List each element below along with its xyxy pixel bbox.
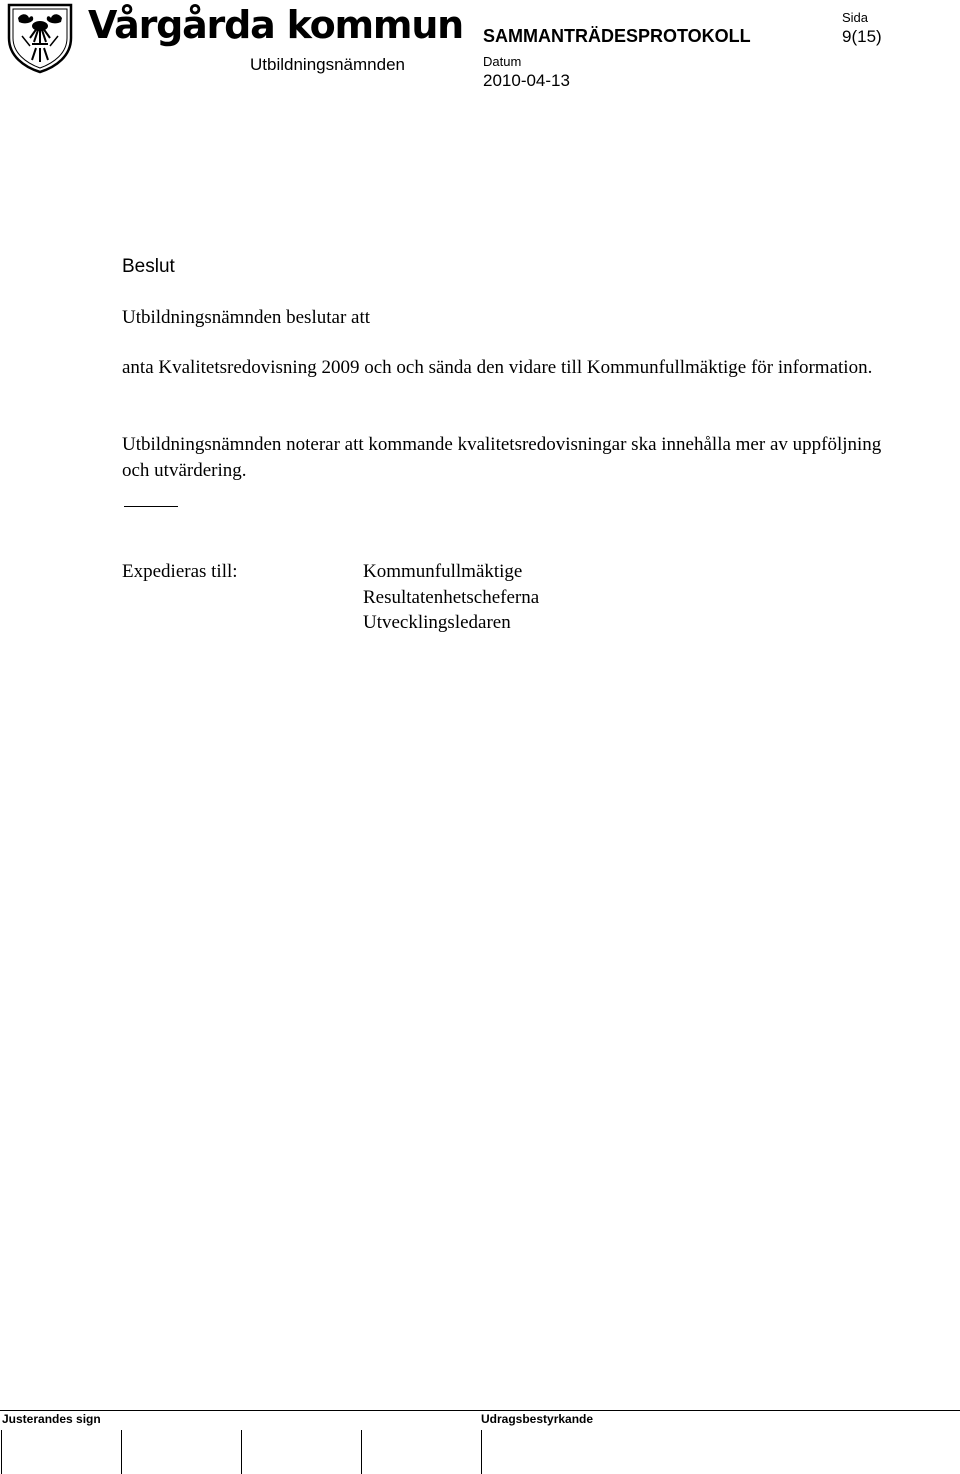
date-label: Datum <box>483 54 522 69</box>
signature-box-divider <box>1 1430 2 1474</box>
document-title: SAMMANTRÄDESPROTOKOLL <box>483 26 751 46</box>
page-label: Sida <box>842 10 869 25</box>
decision-text: anta Kvalitetsredovisning 2009 och och sända den vidare till Kommunfullmäktige för information. <box>122 357 873 378</box>
certification-label: Udragsbestyrkande <box>481 1412 594 1426</box>
footer-rule <box>0 1410 960 1411</box>
date-value: 2010-04-13 <box>483 71 570 90</box>
municipality-logo-text: Vårgårda kommun <box>88 3 464 47</box>
coat-of-arms-icon <box>6 2 74 74</box>
decision-intro: Utbildningsnämnden beslutar att <box>122 307 371 328</box>
committee-name: Utbildningsnämnden <box>250 55 405 74</box>
page-number: 9(15) <box>842 27 882 46</box>
distribution-list <box>363 559 539 636</box>
signature-box-divider <box>241 1430 242 1474</box>
section-divider <box>124 506 178 507</box>
signature-box-divider <box>121 1430 122 1474</box>
signature-box-divider <box>361 1430 362 1474</box>
recipient: Utvecklingsledaren <box>363 612 511 633</box>
recipient: Resultatenhetscheferna <box>363 586 540 608</box>
section-heading: Beslut <box>122 256 175 277</box>
signature-label: Justerandes sign <box>2 1412 101 1426</box>
recipient: Kommunfullmäktige <box>363 561 523 582</box>
signature-box-divider <box>481 1430 482 1474</box>
distribution-label: Expedieras till: <box>122 561 238 582</box>
decision-note: Utbildningsnämnden noterar att kommande kvalitetsredovisningar ska innehålla mer av uppföljning och utvärdering. <box>122 434 882 481</box>
